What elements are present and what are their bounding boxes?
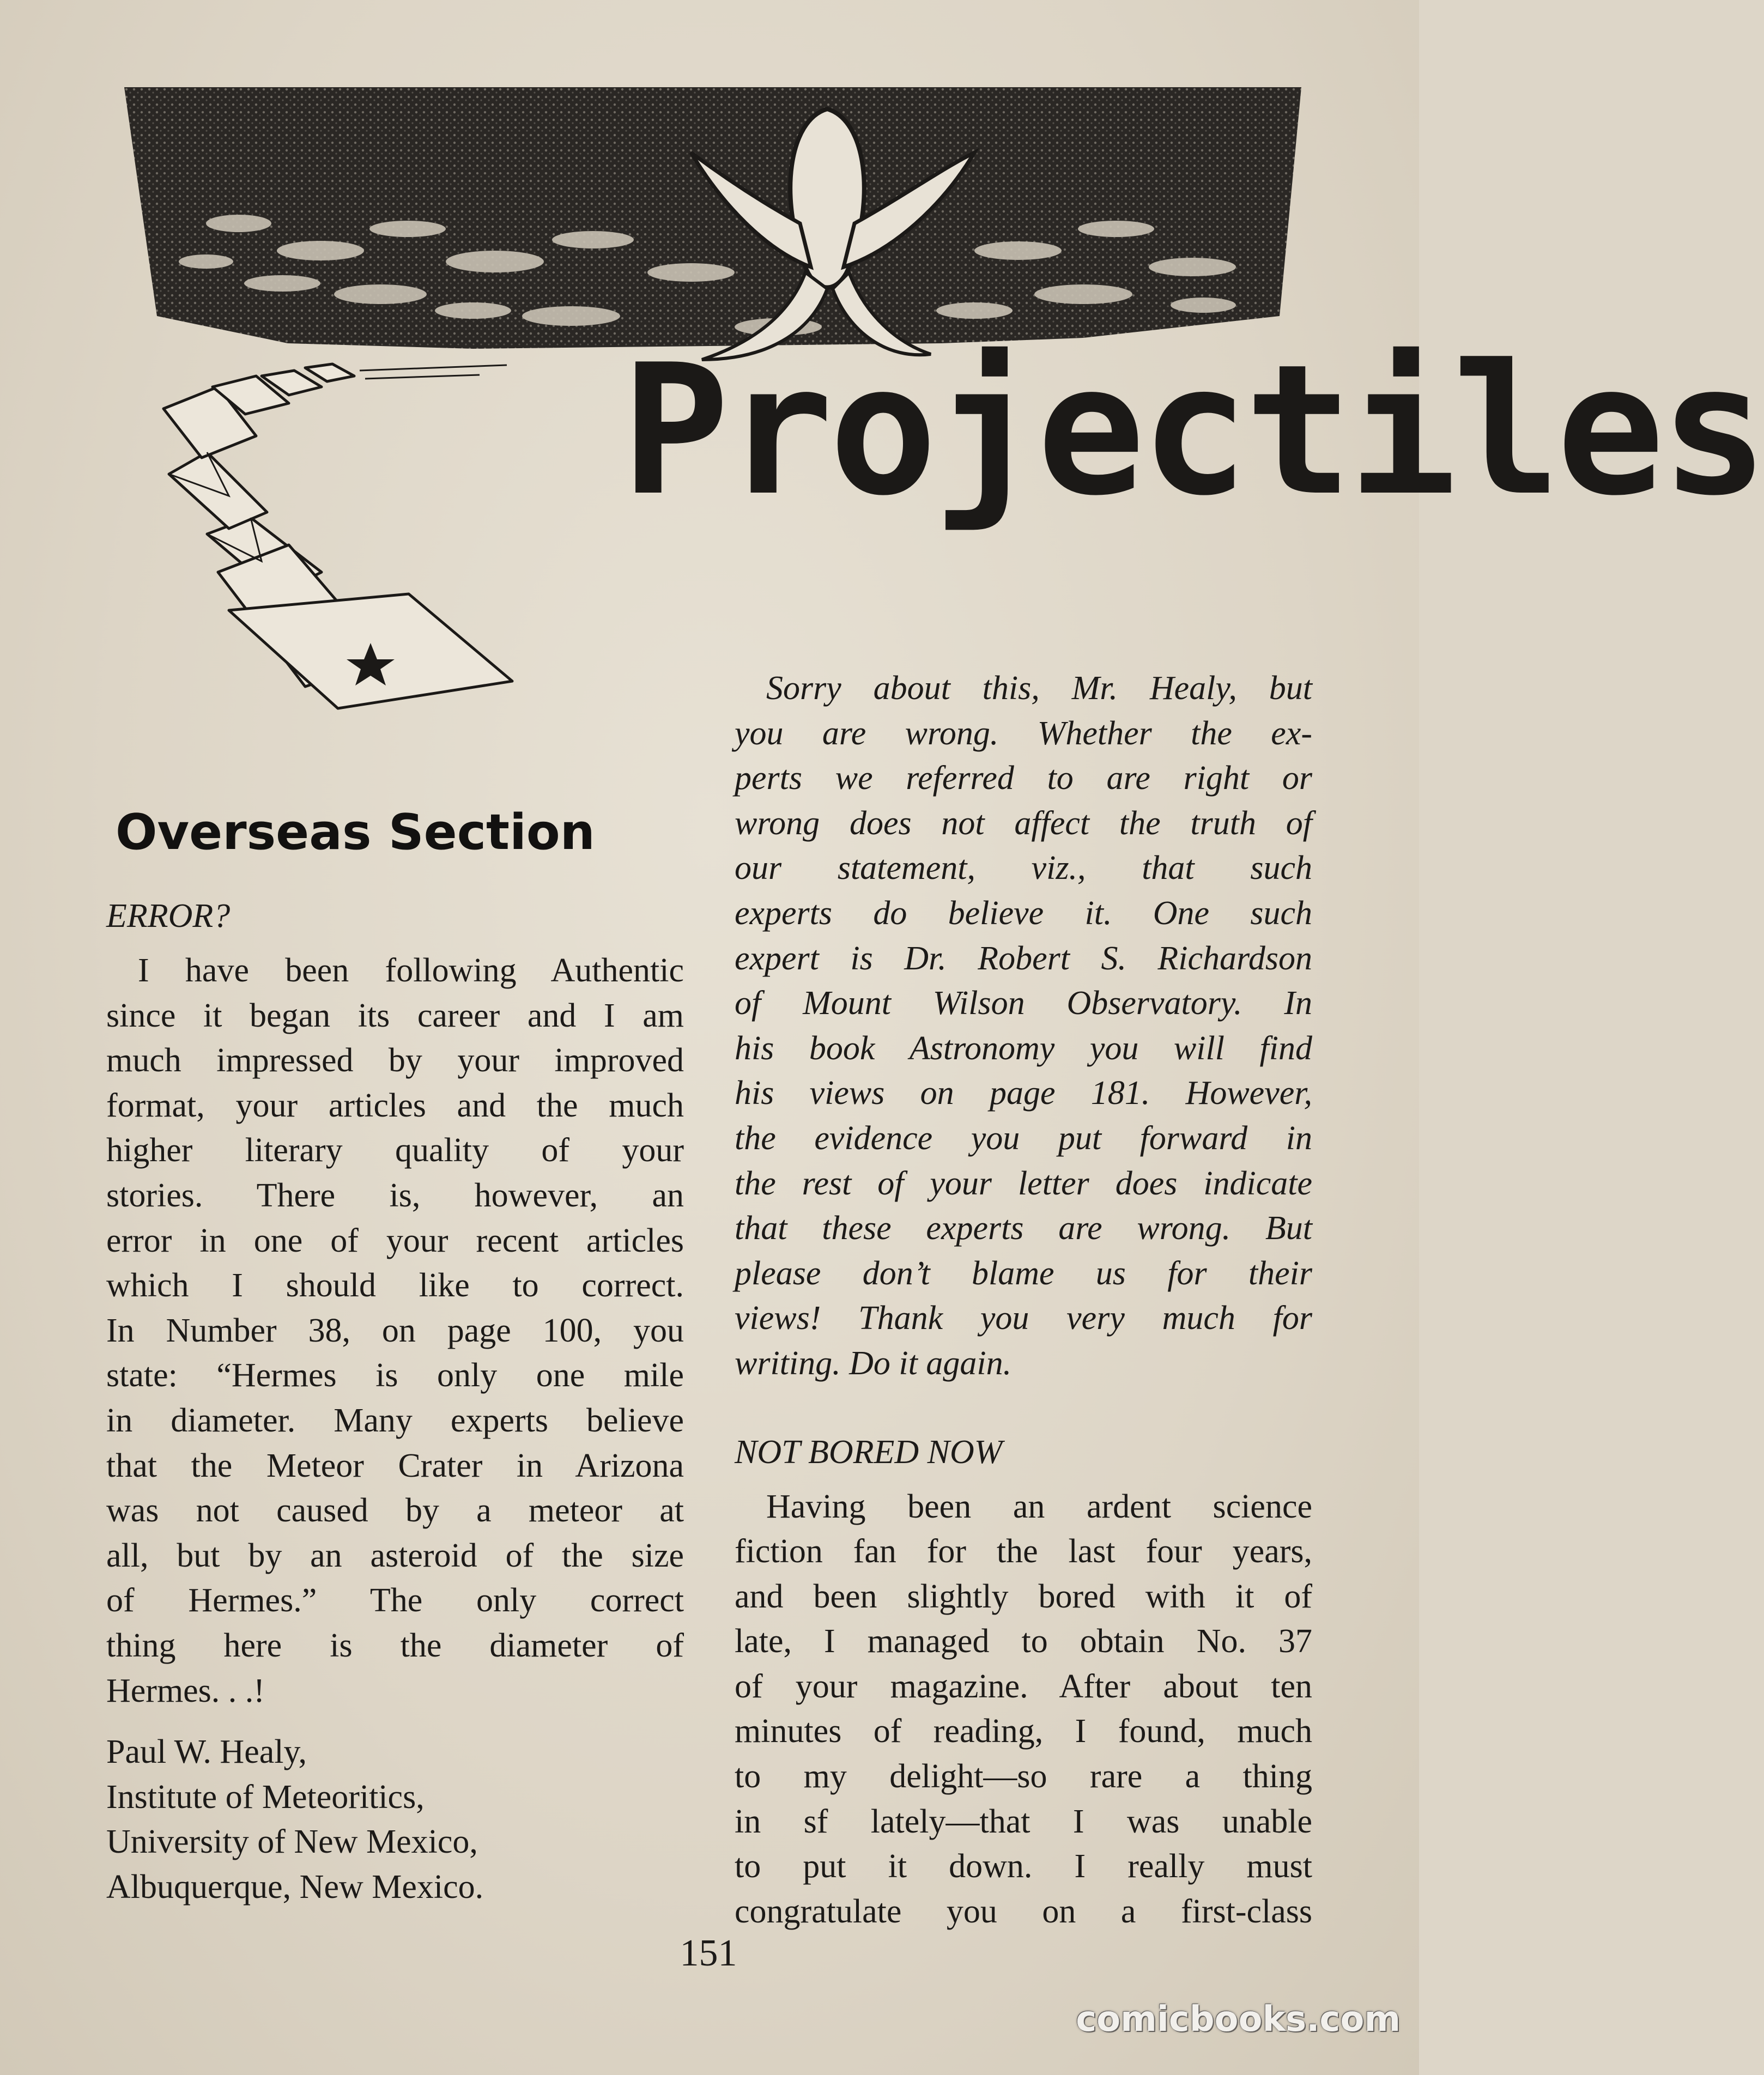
section-heading: Overseas Section bbox=[116, 804, 595, 861]
signature-line: Institute of Meteoritics, bbox=[106, 1778, 425, 1816]
reply-line: writing. Do it again. bbox=[735, 1344, 1012, 1382]
letter-line: and been slightly bored with it of bbox=[735, 1578, 1312, 1615]
reply-line: the evidence you put forward in bbox=[735, 1119, 1312, 1157]
reply-line: the rest of your letter does indicate bbox=[735, 1164, 1312, 1202]
letter-line: higher literary quality of your bbox=[106, 1132, 684, 1169]
letter-line: thing here is the diameter of bbox=[106, 1627, 684, 1664]
reply-line: please don’t blame us for their bbox=[735, 1254, 1312, 1292]
letter-line: Having been an ardent science bbox=[766, 1488, 1312, 1525]
letter-line: in diameter. Many experts believe bbox=[106, 1401, 684, 1439]
letter-signature bbox=[106, 1730, 684, 1909]
flying-letters-illustration bbox=[125, 354, 648, 774]
reply-line: his book Astronomy you will find bbox=[735, 1029, 1312, 1067]
letter-line: that the Meteor Crater in Arizona bbox=[106, 1447, 684, 1484]
reply-line: expert is Dr. Robert S. Richardson bbox=[735, 939, 1312, 977]
reply-line: views! Thank you very much for bbox=[735, 1300, 1312, 1337]
signature-line: Albuquerque, New Mexico. bbox=[106, 1868, 484, 1906]
letter-line: all, but by an asteroid of the size bbox=[106, 1537, 684, 1574]
letter-line: of your magazine. After about ten bbox=[735, 1667, 1312, 1705]
page-number: 151 bbox=[680, 1932, 737, 1974]
letter-line: format, your articles and the much bbox=[106, 1087, 684, 1124]
reply-line: Sorry about this, Mr. Healy, but bbox=[766, 670, 1312, 707]
letter-line: much impressed by your improved bbox=[106, 1042, 684, 1079]
reply-line: that these experts are wrong. But bbox=[735, 1210, 1312, 1247]
reply-line: perts we referred to are right or bbox=[735, 760, 1312, 797]
letter-line: of Hermes.” The only correct bbox=[106, 1582, 684, 1619]
letter-line: state: “Hermes is only one mile bbox=[106, 1357, 684, 1394]
signature-line: University of New Mexico, bbox=[106, 1823, 478, 1861]
letter-line: Hermes. . .! bbox=[106, 1672, 265, 1709]
letter-line: since it began its career and I am bbox=[106, 997, 684, 1034]
letter-line: In Number 38, on page 100, you bbox=[106, 1312, 684, 1349]
letter-line: to my delight—so rare a thing bbox=[735, 1758, 1312, 1795]
letter-line: fiction fan for the last four years, bbox=[735, 1533, 1312, 1570]
letter-line: was not caused by a meteor at bbox=[106, 1492, 684, 1530]
letter-line: which I should like to correct. bbox=[106, 1267, 684, 1305]
letter-line: in sf lately—that I was unable bbox=[735, 1803, 1312, 1840]
editor-reply bbox=[735, 666, 1312, 1386]
page-title: Projectiles bbox=[621, 326, 1764, 535]
reply-line: our statement, viz., that such bbox=[735, 850, 1312, 887]
reply-line: you are wrong. Whether the ex- bbox=[735, 714, 1312, 752]
reply-line: wrong does not affect the truth of bbox=[735, 804, 1312, 842]
letter-line: error in one of your recent articles bbox=[106, 1222, 684, 1259]
letter-heading: NOT BORED NOW bbox=[735, 1433, 1003, 1471]
letter-line: I have been following Authentic bbox=[138, 952, 684, 989]
editor-reply-and-letter bbox=[735, 666, 1312, 1934]
reply-line: his views on page 181. However, bbox=[735, 1075, 1312, 1112]
site-watermark: comicbooks.com bbox=[1076, 1999, 1401, 2040]
signature-line: Paul W. Healy, bbox=[106, 1733, 307, 1771]
letter-line: minutes of reading, I found, much bbox=[735, 1713, 1312, 1750]
letter-line: to put it down. I really must bbox=[735, 1848, 1312, 1885]
reply-line: experts do believe it. One such bbox=[735, 894, 1312, 932]
letter-error bbox=[106, 894, 684, 1909]
letter-line: stories. There is, however, an bbox=[106, 1176, 684, 1214]
reply-line: of Mount Wilson Observatory. In bbox=[735, 985, 1312, 1022]
letter-line: congratulate you on a first-class bbox=[735, 1892, 1312, 1930]
letter-heading: ERROR? bbox=[106, 897, 231, 935]
letter-line: late, I managed to obtain No. 37 bbox=[735, 1623, 1312, 1660]
